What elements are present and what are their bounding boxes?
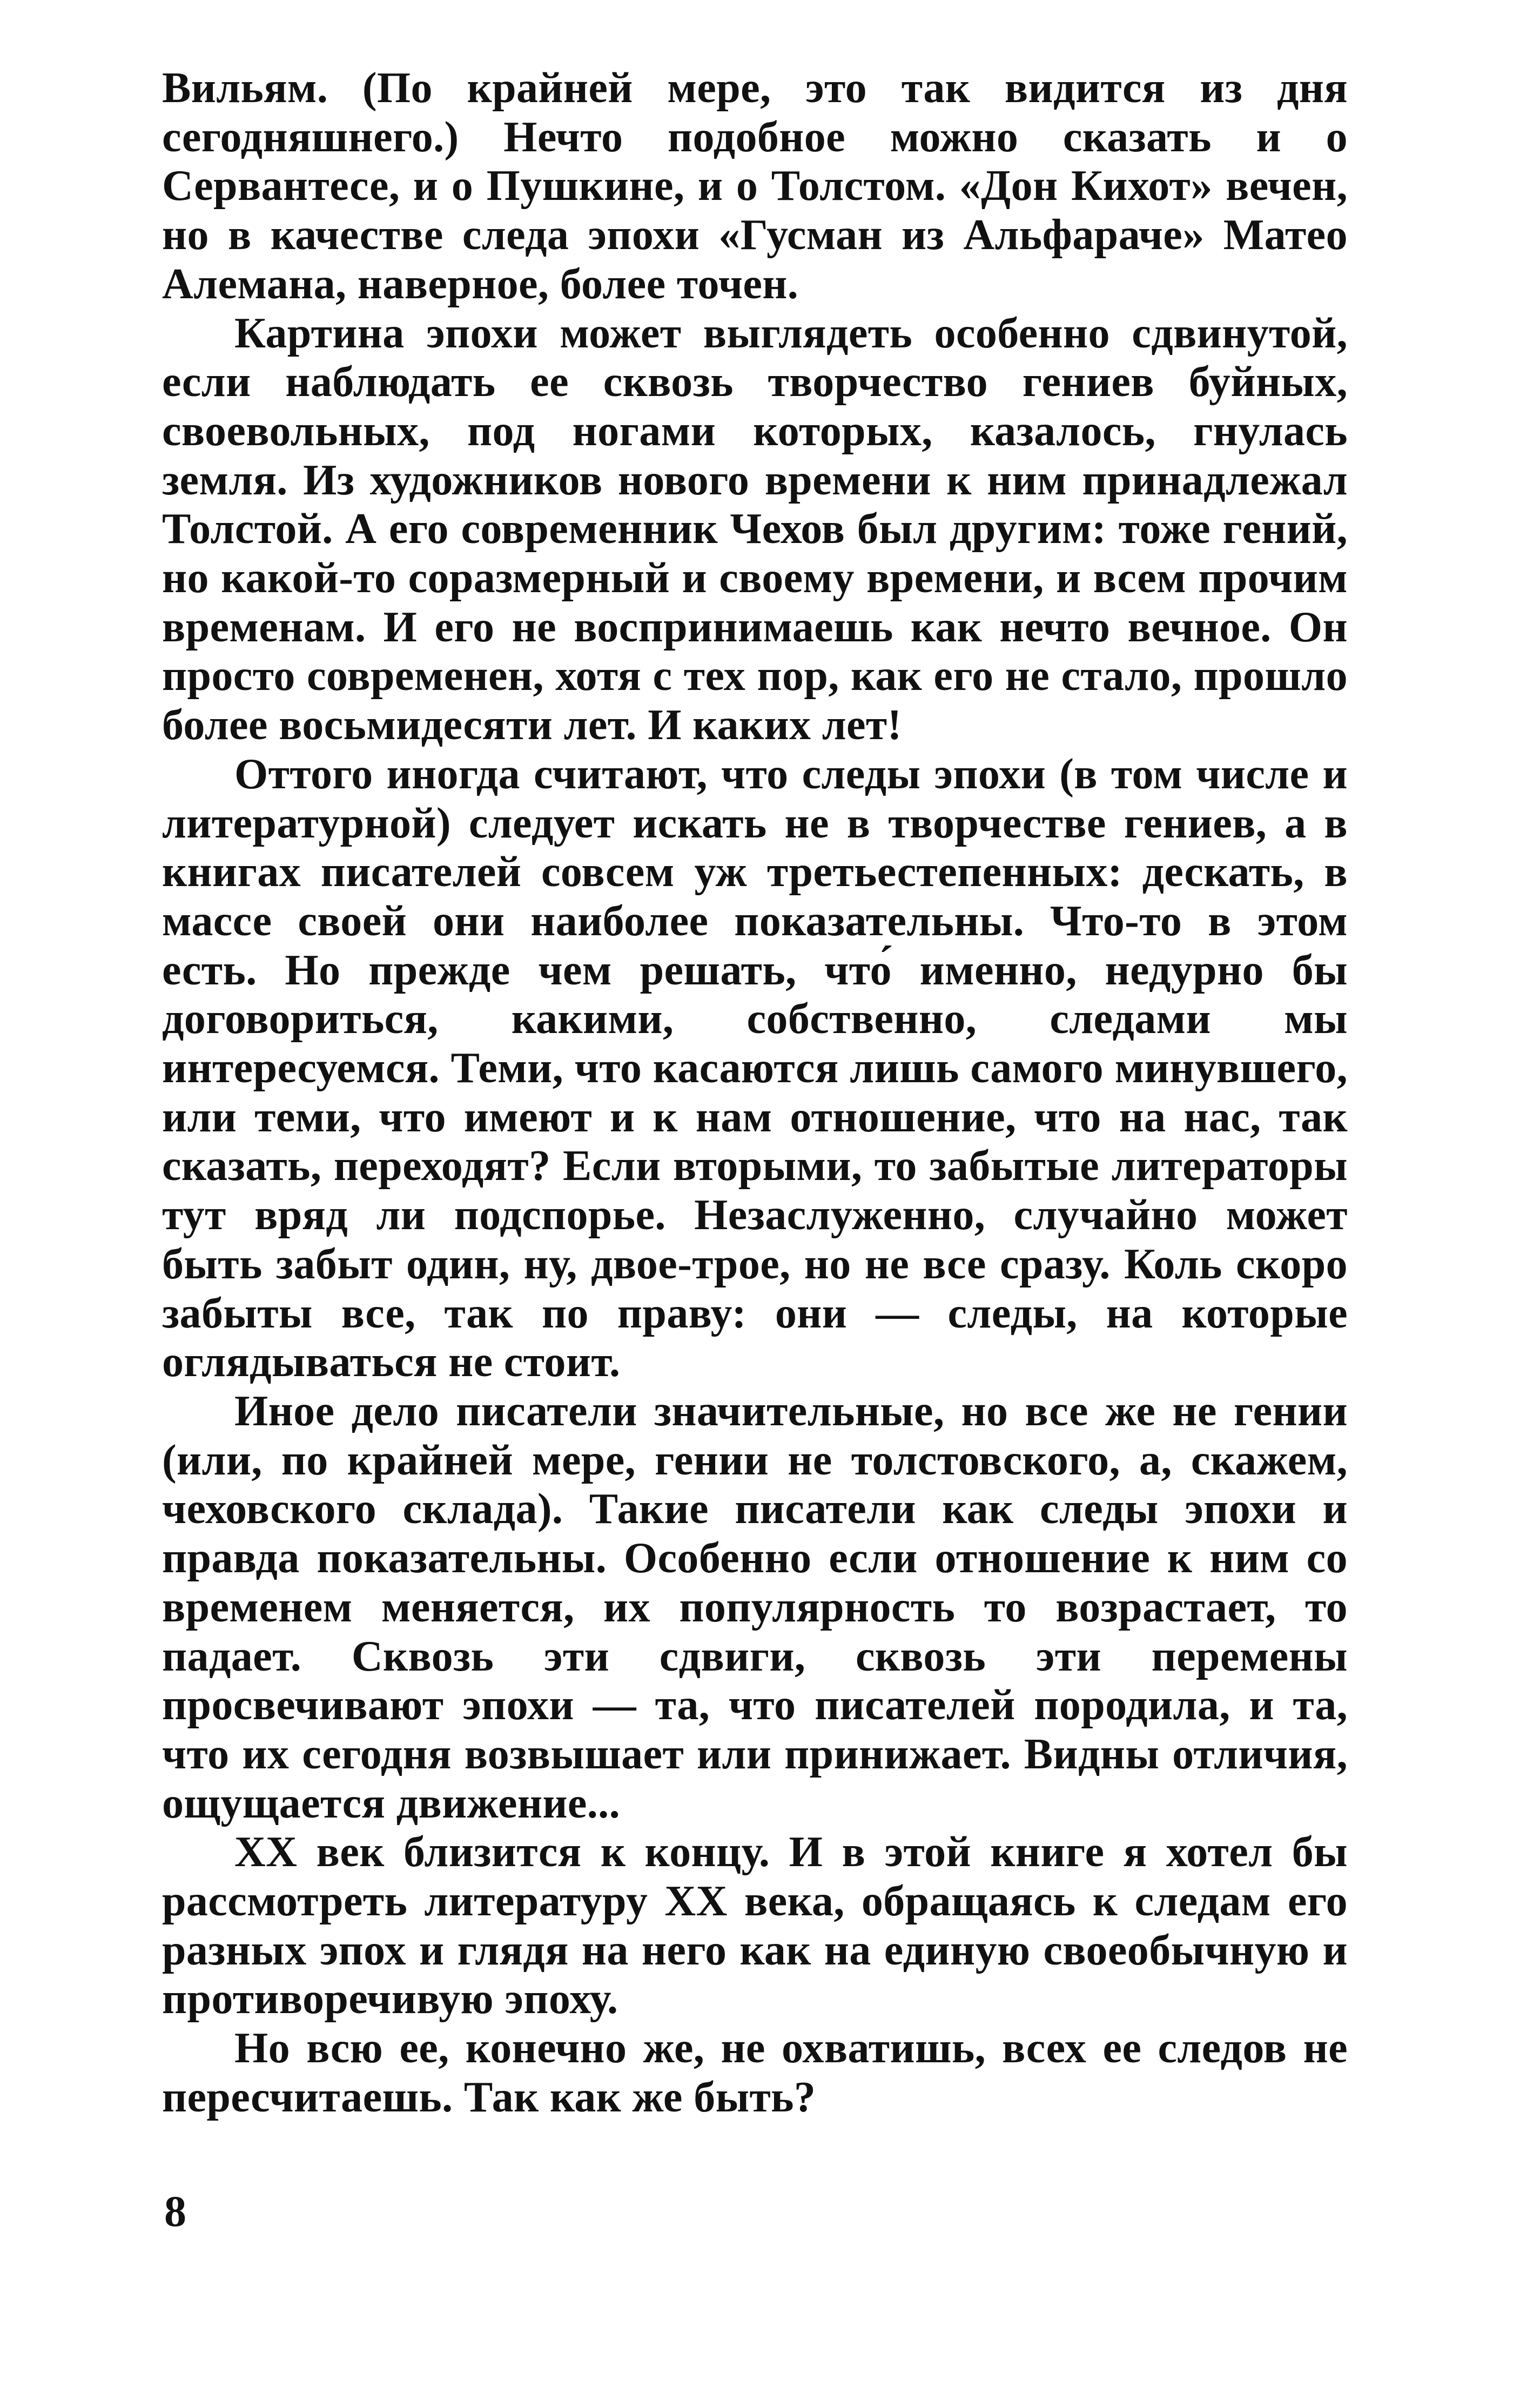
paragraph-6: Но всю ее, конечно же, не охватишь, всех ее следов не пересчитаешь. Так как же быть? [162,2024,1348,2121]
paragraph-1: Вильям. (По крайней мере, это так видится из дня сегодняшнего.) Нечто подобное можно сказать и о Сервантесе, и о Пушкине, и о Толстом. «Дон Кихот» вечен, но в качестве следа эпохи «Гусман из Альфараче» Матео Алемана, наверное, более точен. [162,64,1348,308]
paragraph-2: Картина эпохи может выглядеть особенно сдвинутой, если наблюдать ее сквозь творчество гениев буйных, своевольных, под ногами которых, казалось, гнулась земля. Из художников нового времени к ним принадлежал Толстой. А его современник Чехов был другим: тоже гений, но какой-то соразмерный и своему времени, и всем прочим временам. И его не воспринимаешь как нечто вечное. Он просто современен, хотя с тех пор, как его не стало, прошло более восьмидесяти лет. И каких лет! [162,309,1348,749]
paragraph-3: Оттого иногда считают, что следы эпохи (в том числе и литературной) следует искать не в творчестве гениев, а в книгах писателей совсем уж третьестепенных: дескать, в массе своей они наиболее показательны. Что-то в этом есть. Но прежде чем решать, что́ именно, недурно бы договориться, какими, собственно, следами мы интересуемся. Теми, что касаются лишь самого минувшего, или теми, что имеют и к нам отношение, что на нас, так сказать, переходят? Если вторыми, то забытые литераторы тут вряд ли подспорье. Незаслуженно, случайно может быть забыт один, ну, двое-трое, но не все сразу. Коль скоро забыты все, так по праву: они — следы, на которые оглядываться не стоит. [162,750,1348,1386]
paragraph-4: Иное дело писатели значительные, но все же не гении (или, по крайней мере, гении не толстовского, а, скажем, чеховского склада). Такие писатели как следы эпохи и правда показательны. Особенно если отношение к ним со временем меняется, их популярность то возрастает, то падает. Сквозь эти сдвиги, сквозь эти перемены просвечивают эпохи — та, что писателей породила, и та, что их сегодня возвышает или принижает. Видны отличия, ощущается движение... [162,1387,1348,1827]
body-text [162,64,1348,2122]
paragraph-5: XX век близится к концу. И в этой книге я хотел бы рассмотреть литературу XX века, обращаясь к следам его разных эпох и глядя на него как на единую своеобычную и противоречивую эпоху. [162,1828,1348,2023]
page-number: 8 [164,2187,186,2236]
